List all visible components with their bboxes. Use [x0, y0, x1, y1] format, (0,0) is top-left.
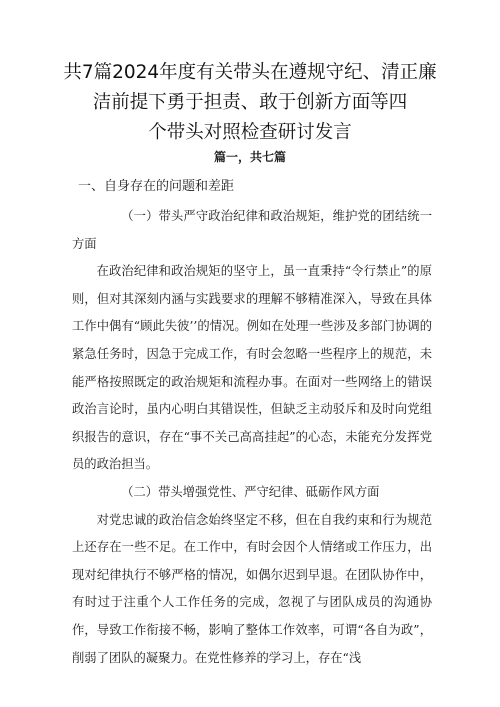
title-line-2: 洁前提下勇于担责、敢于创新方面等四	[92, 92, 408, 113]
subsection-heading-1: （一）带头严守政治纪律和政治规矩，维护党的团结统一方面	[72, 209, 432, 251]
section-heading: 一、自身存在的问题和差距	[78, 179, 235, 194]
paragraph-1: 在政治纪律和政治规矩的坚守上，虽一直秉持“令行禁止”的原则，但对其深刻内涵与实践要求的理解不够精准深入，导致在具体工作中偶有“顾此失彼’’的情况。例如在处理一些涉及多部门协调的紧急任务时，因急于完成工作，有时会忽略一些程序上的规范，未能严格按照既定的政治规矩和流程办事。在面对一些网络上的错误政治言论时，虽内心明白其错误性，但缺乏主动驳斥和及时向党组织报告的意识，存在“事不关己高高挂起”的心态，未能充分发挥党员的政治担当。	[72, 264, 432, 472]
paragraph-2: 对党忠诚的政治信念始终坚定不移，但在自我约束和行为规范上还存在一些不足。在工作中，有时会因个人情绪或工作压力，出现对纪律执行不够严格的情况，如偶尔迟到早退。在团队协作中，有时过于注重个人工作任务的完成，忽视了与团队成员的沟通协作，导致工作衔接不畅，影响了整体工作效率，可谓“各自为政”，削弱了团队的凝聚力。在党性修养的学习上，存在“浅	[72, 512, 432, 665]
title-line-3: 个带头对照检查研讨发言	[148, 122, 352, 143]
document-subtitle: 篇一，共七篇	[213, 150, 286, 164]
document-title	[60, 58, 440, 148]
subsection-heading-2: （二）带头增强党性、严守纪律、砥砺作风方面	[121, 484, 380, 499]
title-line-1: 共7篇2024年度有关带头在遵规守纪、清正廉	[63, 62, 437, 83]
document-body	[72, 203, 432, 672]
